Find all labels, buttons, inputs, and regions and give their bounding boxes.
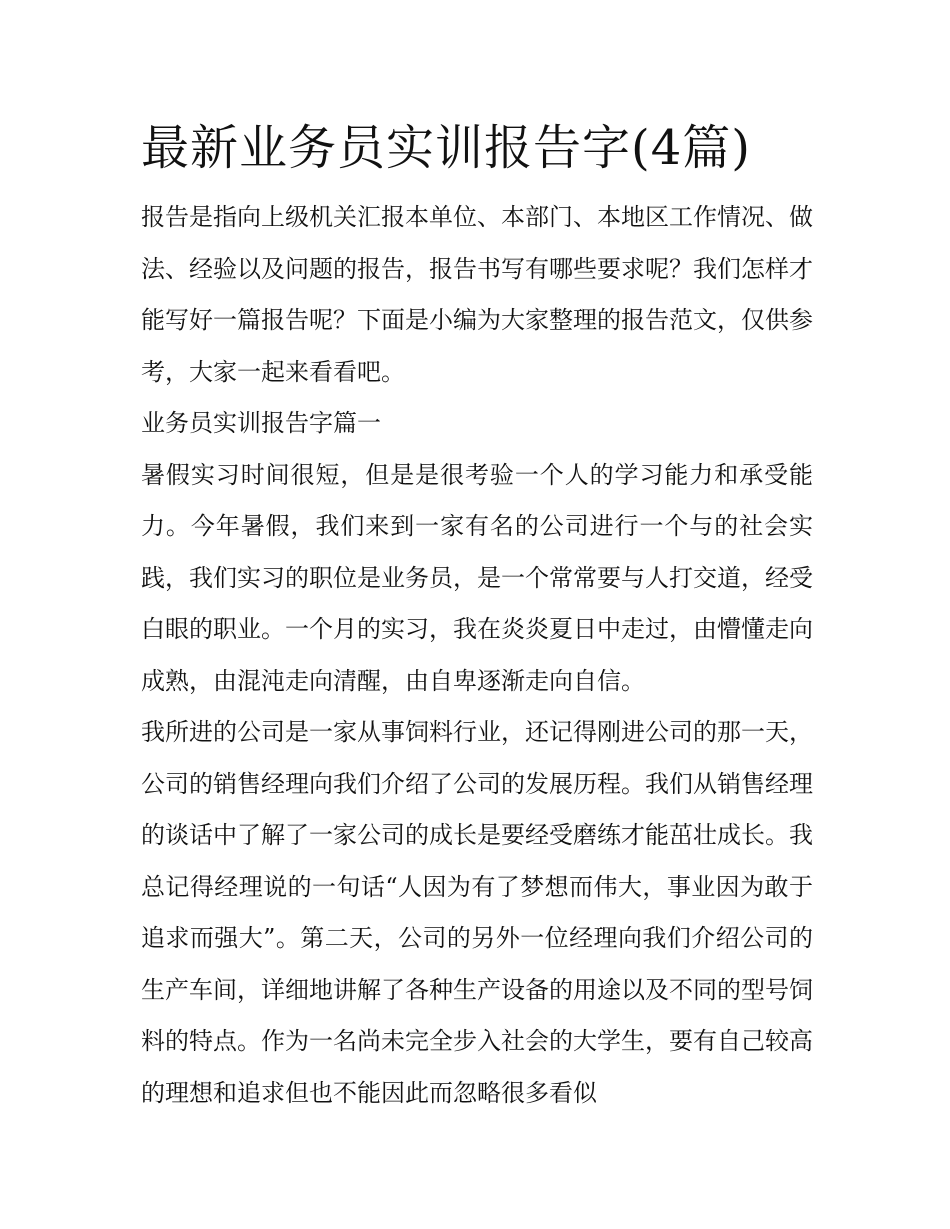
section-heading: 业务员实训报告字篇一 xyxy=(141,409,381,437)
body-paragraph-2: 我所进的公司是一家从事饲料行业，还记得刚进公司的那一天，公司的销售经理向我们介绍了公司的发展历程。我们从销售经理的谈话中了解了一家公司的成长是要经受磨练才能茁壮成长。我总记得经理说的一句话“人因为有了梦想而伟大，事业因为敢于追求而强大”。第二天，公司的另外一位经理向我们介绍公司的生产车间，详细地讲解了各种生产设备的用途以及不同的型号饲料的特点。作为一名尚未完全步入社会的大学生，要有自己较高的理想和追求但也不能因此而忽略很多看似 xyxy=(141,718,813,1107)
document-page xyxy=(141,112,813,1119)
document-title: 最新业务员实训报告字(4篇) xyxy=(141,120,751,176)
body-paragraph-1: 暑假实习时间很短，但是是很考验一个人的学习能力和承受能力。今年暑假，我们来到一家有名的公司进行一个与的社会实践，我们实习的职位是业务员，是一个常常要与人打交道，经受白眼的职业。一个月的实习，我在炎炎夏日中走过，由懵懂走向成熟，由混沌走向清醒，由自卑逐渐走向自信。 xyxy=(141,460,813,695)
intro-paragraph: 报告是指向上级机关汇报本单位、本部门、本地区工作情况、做法、经验以及问题的报告，报告书写有哪些要求呢？我们怎样才能写好一篇报告呢？下面是小编为大家整理的报告范文，仅供参考，大家一起来看看吧。 xyxy=(141,203,813,386)
